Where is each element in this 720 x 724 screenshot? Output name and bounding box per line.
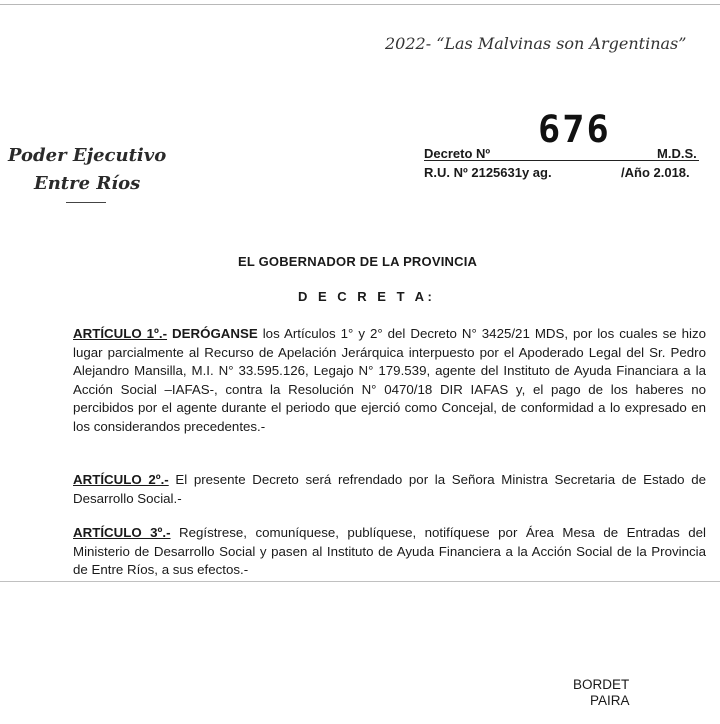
top-border-line — [0, 4, 720, 5]
article-text: los Artículos 1° y 2° del Decreto N° 3425/21 MDS, por los cuales se hizo lugar parcialmente al Recurso de Apelación Jerárquica interpuesto por el Apoderado Legal del Sr. Pedro Alejandro Mansilla, M.I. N° 33.595.126, Legajo N° 179.539, agente del Instituto de Ayuda Financiara a la Acción Social –IAFAS-, contra la Resolución N° 0470/18 DIR IAFAS y, el pago de los haberes no percibidos por el agente durante el periodo que ejerció como Concejal, de conformidad a lo expresado en los considerandos precedentes.- — [73, 326, 707, 434]
article-heading: ARTÍCULO 2º.- — [73, 472, 169, 487]
article-1 — [73, 325, 706, 436]
motto-text: 2022- “Las Malvinas son Argentinas” — [385, 34, 687, 53]
decreta-heading: D E C R E T A: — [298, 289, 436, 304]
mds-label: M.D.S. — [657, 146, 697, 161]
decree-number: 676 — [538, 108, 611, 151]
article-3 — [73, 524, 706, 580]
article-text: Regístrese, comuníquese, publíquese, notifíquese por Área Mesa de Entradas del Ministerio de Desarrollo Social y pasen al Instituto de Ayuda Financiera a la Acción Social de la Provincia de Entre Ríos, a sus efectos.- — [73, 525, 707, 577]
article-heading: ARTÍCULO 1º.- — [73, 326, 168, 341]
seal-underline — [66, 202, 106, 203]
ru-label: R.U. Nº 2125631y ag. — [424, 165, 552, 180]
year-label: /Año 2.018. — [621, 165, 690, 180]
signature-bordet: BORDET — [573, 677, 630, 692]
article-text: El presente Decreto será refrendado por la Señora Ministra Secretaria de Estado de Desarrollo Social.- — [73, 472, 706, 506]
signature-paira: PAIRA — [590, 693, 630, 708]
article-2 — [73, 471, 706, 508]
article-lead: DERÓGANSE — [172, 326, 258, 341]
seal-line-2: Entre Ríos — [34, 173, 141, 194]
decreto-label: Decreto Nº — [424, 146, 491, 161]
article-heading: ARTÍCULO 3º.- — [73, 525, 171, 540]
seal-line-1: Poder Ejecutivo — [8, 145, 167, 166]
decree-header-rule — [424, 160, 699, 161]
governor-heading: EL GOBERNADOR DE LA PROVINCIA — [238, 254, 478, 269]
bottom-divider — [0, 581, 720, 582]
